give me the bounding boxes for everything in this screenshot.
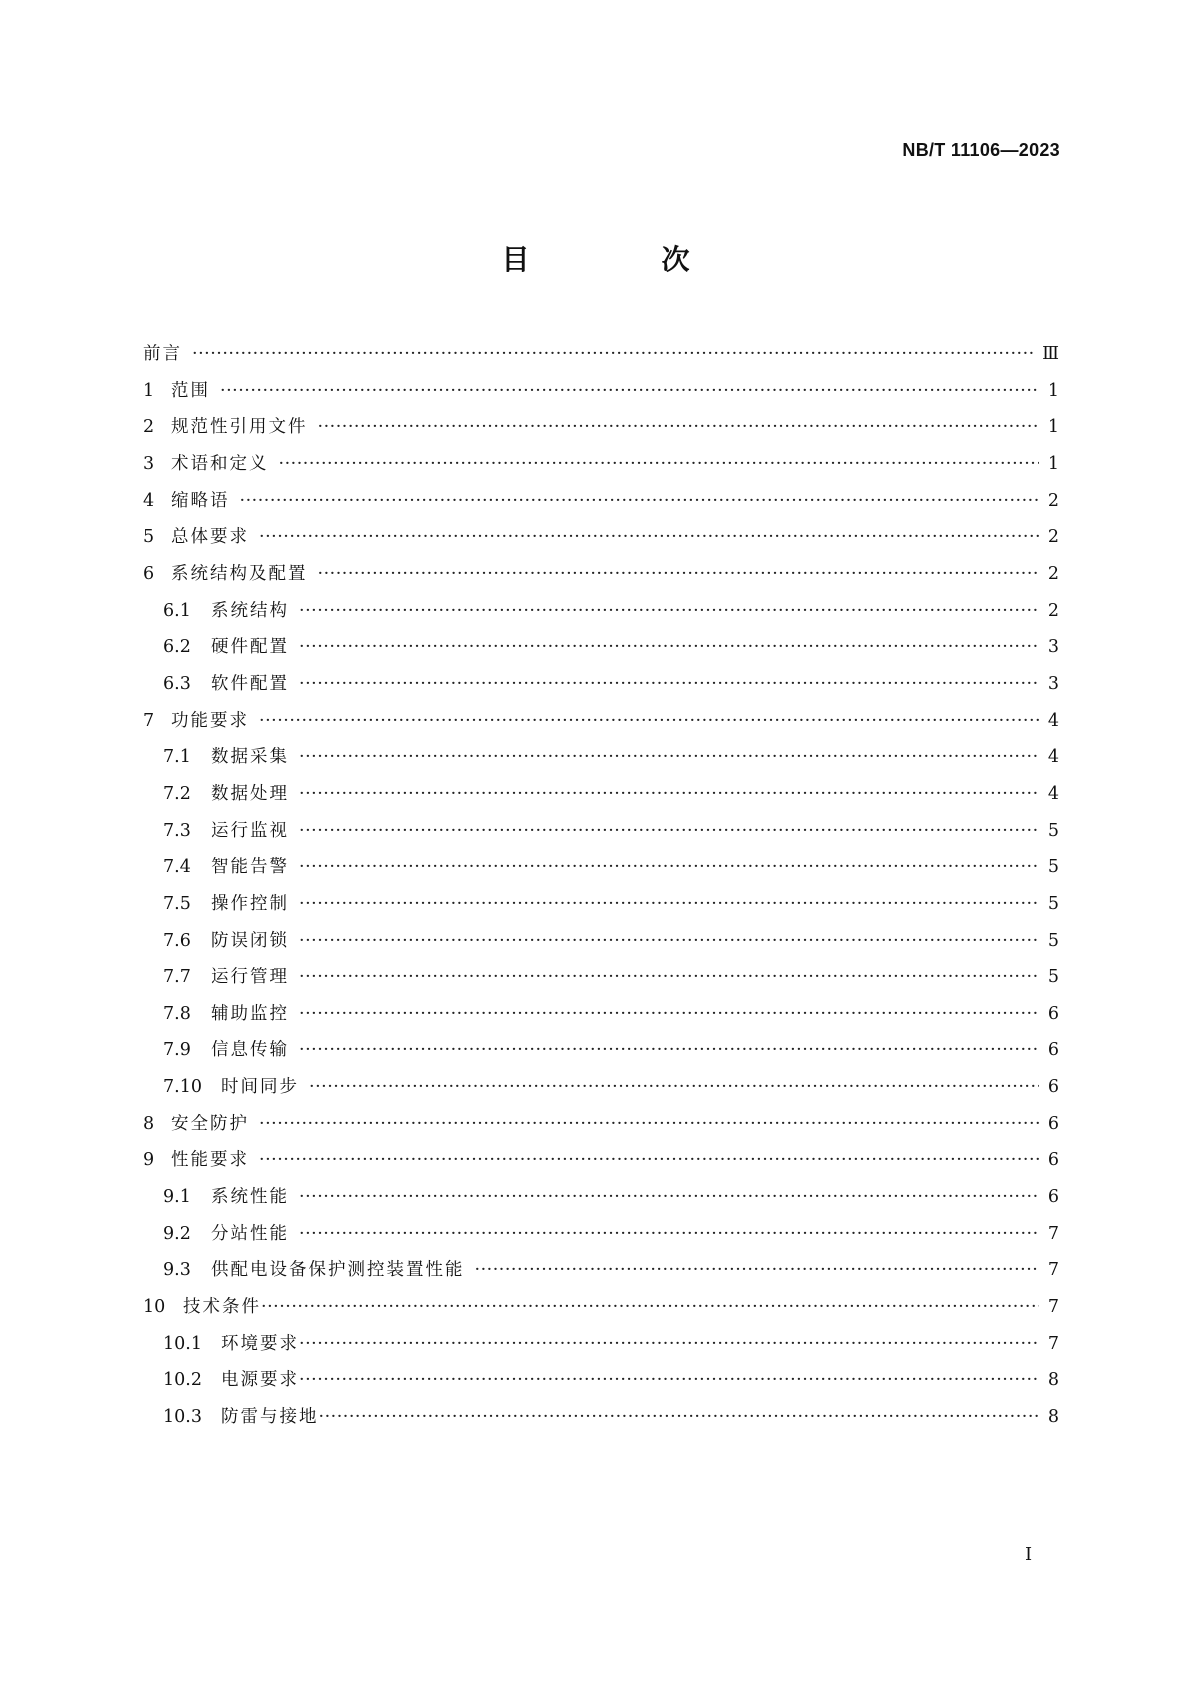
toc-leader-dots — [299, 1362, 1039, 1399]
toc-entry-page: 5 — [1047, 930, 1059, 951]
toc-entry-number: 7.4 — [163, 857, 191, 878]
toc-leader-dots — [299, 886, 1039, 923]
toc-leader-dots — [475, 1252, 1040, 1289]
toc-entry-number: 7.8 — [163, 1003, 191, 1024]
toc-leader-dots — [279, 446, 1040, 483]
toc-entry-page: 7 — [1047, 1333, 1059, 1354]
toc-leader-dots — [259, 703, 1039, 740]
toc-entry[interactable] — [143, 1106, 1059, 1143]
toc-leader-dots — [261, 1289, 1039, 1326]
toc-leader-dots — [240, 483, 1040, 520]
toc-leader-dots — [192, 336, 1036, 373]
toc-entry-number: 6.3 — [163, 673, 191, 694]
toc-leader-dots — [299, 959, 1039, 996]
toc-entry-page: 2 — [1047, 490, 1059, 511]
toc-entry-page: 3 — [1047, 673, 1059, 694]
toc-leader-dots — [259, 519, 1039, 556]
toc-entry-label: 信息传输 — [211, 1040, 289, 1061]
toc-leader-dots — [299, 776, 1039, 813]
toc-entry-page: 5 — [1047, 893, 1059, 914]
toc-leader-dots — [299, 1032, 1039, 1069]
toc-entry[interactable] — [143, 409, 1059, 446]
toc-entry-number: 8 — [143, 1113, 155, 1134]
toc-entry-label: 防误闭锁 — [211, 930, 289, 951]
table-of-contents — [143, 336, 1059, 1436]
toc-entry-label: 功能要求 — [171, 710, 249, 731]
toc-leader-dots — [299, 593, 1039, 630]
toc-entry-page: 4 — [1047, 747, 1059, 768]
toc-entry-page: 2 — [1047, 600, 1059, 621]
toc-entry-number: 7.5 — [163, 893, 191, 914]
toc-entry-label: 硬件配置 — [211, 637, 289, 658]
toc-entry-number: 9.2 — [163, 1223, 191, 1244]
toc-entry-label: 前言 — [143, 344, 182, 364]
toc-entry-page: 6 — [1047, 1040, 1059, 1061]
toc-entry-page: 6 — [1047, 1113, 1059, 1134]
toc-leader-dots — [299, 1179, 1039, 1216]
toc-entry-page: 8 — [1047, 1407, 1059, 1428]
toc-entry[interactable] — [143, 703, 1059, 740]
toc-entry-page: 4 — [1047, 783, 1059, 804]
toc-leader-dots — [299, 923, 1039, 960]
toc-entry-label: 运行监视 — [211, 820, 289, 841]
toc-entry[interactable] — [143, 629, 1059, 666]
toc-entry[interactable] — [143, 1142, 1059, 1179]
toc-entry[interactable] — [143, 556, 1059, 593]
toc-entry-label: 运行管理 — [211, 967, 289, 988]
toc-entry[interactable] — [143, 373, 1059, 410]
toc-entry[interactable] — [143, 1179, 1059, 1216]
toc-entry-number: 10.1 — [163, 1333, 202, 1354]
toc-entry-number: 10.2 — [163, 1370, 202, 1391]
toc-entry-label: 总体要求 — [171, 527, 249, 548]
toc-entry-page: 6 — [1047, 1187, 1059, 1208]
toc-entry-page: 5 — [1047, 820, 1059, 841]
toc-leader-dots — [299, 739, 1039, 776]
toc-entry-number: 10.3 — [163, 1407, 202, 1428]
toc-leader-dots — [220, 373, 1039, 410]
toc-entry-number: 2 — [143, 417, 155, 438]
toc-entry-label: 安全防护 — [171, 1113, 249, 1134]
toc-entry-page: 6 — [1047, 1003, 1059, 1024]
toc-entry[interactable] — [143, 1326, 1059, 1363]
toc-leader-dots — [299, 1326, 1039, 1363]
toc-entry-page: 1 — [1047, 417, 1059, 438]
toc-entry-label: 环境要求 — [221, 1333, 299, 1354]
document-id: NB/T 11106—2023 — [902, 140, 1060, 160]
toc-title: 目 次 — [501, 243, 742, 276]
toc-entry-number: 10 — [143, 1297, 166, 1318]
toc-entry-number: 9.3 — [163, 1260, 191, 1281]
toc-entry-label: 智能告警 — [211, 857, 289, 878]
toc-entry-page: 1 — [1047, 453, 1059, 474]
toc-leader-dots — [299, 1216, 1039, 1253]
toc-entry[interactable] — [143, 959, 1059, 996]
toc-entry-number: 7.7 — [163, 967, 191, 988]
toc-entry[interactable] — [143, 1289, 1059, 1326]
toc-entry-number: 6.2 — [163, 637, 191, 658]
toc-entry-label: 辅助监控 — [211, 1003, 289, 1024]
toc-entry-label: 防雷与接地 — [221, 1407, 319, 1428]
toc-entry-number: 1 — [143, 380, 155, 401]
toc-entry-page: 6 — [1047, 1077, 1059, 1098]
toc-entry-label: 范围 — [171, 380, 210, 401]
toc-entry-page: 7 — [1047, 1223, 1059, 1244]
toc-entry[interactable] — [143, 849, 1059, 886]
toc-leader-dots — [299, 629, 1039, 666]
toc-entry-label: 数据采集 — [211, 747, 289, 768]
toc-entry[interactable] — [143, 996, 1059, 1033]
toc-entry[interactable] — [143, 1032, 1059, 1069]
toc-entry-page: 2 — [1047, 563, 1059, 584]
toc-entry-page: 8 — [1047, 1370, 1059, 1391]
toc-leader-dots — [299, 849, 1039, 886]
toc-leader-dots — [318, 556, 1040, 593]
toc-leader-dots — [259, 1106, 1039, 1143]
toc-entry-label: 分站性能 — [211, 1223, 289, 1244]
toc-entry-number: 7.1 — [163, 747, 191, 768]
toc-entry-number: 7.10 — [163, 1077, 202, 1098]
toc-entry-number: 7.9 — [163, 1040, 191, 1061]
toc-entry-number: 7 — [143, 710, 155, 731]
toc-entry-label: 缩略语 — [171, 490, 230, 511]
toc-entry-number: 3 — [143, 453, 155, 474]
toc-entry-number: 9.1 — [163, 1187, 191, 1208]
toc-entry-number: 6 — [143, 563, 155, 584]
toc-entry-label: 性能要求 — [171, 1150, 249, 1171]
toc-entry-number: 4 — [143, 490, 155, 511]
toc-entry[interactable] — [143, 446, 1059, 483]
toc-entry-page: 5 — [1047, 857, 1059, 878]
toc-entry[interactable] — [143, 483, 1059, 520]
toc-entry-page: 7 — [1047, 1260, 1059, 1281]
toc-leader-dots — [299, 666, 1039, 703]
toc-entry-number: 5 — [143, 527, 155, 548]
toc-leader-dots — [259, 1142, 1039, 1179]
toc-entry-label: 系统结构 — [211, 600, 289, 621]
toc-entry[interactable] — [143, 1399, 1059, 1436]
toc-entry-page: 2 — [1047, 527, 1059, 548]
toc-leader-dots — [318, 409, 1040, 446]
toc-entry[interactable] — [143, 1216, 1059, 1253]
toc-entry-label: 操作控制 — [211, 893, 289, 914]
toc-leader-dots — [299, 996, 1039, 1033]
toc-entry-label: 规范性引用文件 — [171, 417, 308, 438]
toc-entry-number: 6.1 — [163, 600, 191, 621]
toc-entry-label: 时间同步 — [221, 1077, 299, 1098]
toc-entry-number: 7.3 — [163, 820, 191, 841]
toc-entry[interactable] — [143, 336, 1059, 373]
toc-entry-page: 4 — [1047, 710, 1059, 731]
toc-entry[interactable] — [143, 1069, 1059, 1106]
toc-entry[interactable] — [143, 776, 1059, 813]
toc-entry-page: 7 — [1047, 1297, 1059, 1318]
toc-entry[interactable] — [143, 1252, 1059, 1289]
toc-entry-label: 供配电设备保护测控装置性能 — [211, 1260, 465, 1281]
toc-entry-page: 5 — [1047, 967, 1059, 988]
toc-entry-label: 术语和定义 — [171, 453, 269, 474]
toc-entry-page: 3 — [1047, 637, 1059, 658]
toc-leader-dots — [299, 813, 1039, 850]
toc-entry-page: 1 — [1047, 380, 1059, 401]
toc-entry-number: 7.6 — [163, 930, 191, 951]
toc-entry[interactable] — [143, 886, 1059, 923]
toc-entry[interactable] — [143, 923, 1059, 960]
toc-entry[interactable] — [143, 593, 1059, 630]
toc-entry[interactable] — [143, 519, 1059, 556]
toc-entry-number: 7.2 — [163, 783, 191, 804]
toc-entry-label: 软件配置 — [211, 673, 289, 694]
toc-entry-label: 数据处理 — [211, 783, 289, 804]
toc-entry[interactable] — [143, 739, 1059, 776]
toc-entry-number: 9 — [143, 1150, 155, 1171]
toc-entry[interactable] — [143, 666, 1059, 703]
toc-leader-dots — [309, 1069, 1039, 1106]
toc-entry[interactable] — [143, 813, 1059, 850]
toc-entry-page: Ⅲ — [1042, 344, 1059, 364]
toc-entry-label: 技术条件 — [183, 1297, 261, 1318]
toc-entry-label: 电源要求 — [221, 1370, 299, 1391]
toc-entry-page: 6 — [1047, 1150, 1059, 1171]
toc-entry[interactable] — [143, 1362, 1059, 1399]
toc-entry-label: 系统结构及配置 — [171, 563, 308, 584]
toc-leader-dots — [319, 1399, 1040, 1436]
toc-entry-label: 系统性能 — [211, 1187, 289, 1208]
footer-page-number: I — [1025, 1544, 1033, 1565]
